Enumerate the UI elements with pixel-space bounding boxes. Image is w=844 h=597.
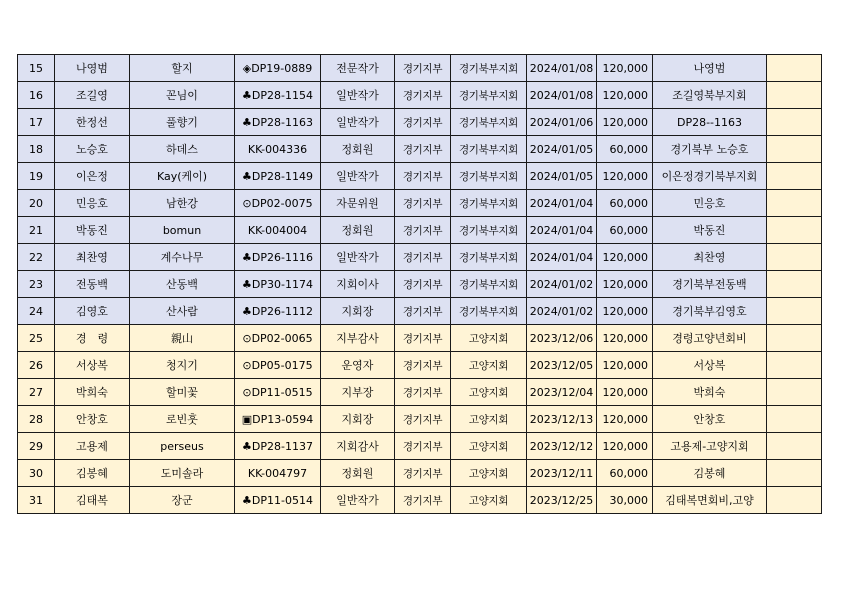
cell-nickname: 풀향기 [130, 109, 235, 136]
cell-amount: 30,000 [597, 487, 653, 514]
cell-role: 자문위원 [321, 190, 395, 217]
cell-nickname: 청지기 [130, 352, 235, 379]
cell-no: 29 [18, 433, 55, 460]
cell-branch: 경기지부 [395, 163, 451, 190]
cell-member-code: ◈DP19-0889 [235, 55, 321, 82]
cell-amount: 120,000 [597, 406, 653, 433]
cell-role: 일반작가 [321, 487, 395, 514]
cell-date: 2024/01/05 [527, 163, 597, 190]
cell-branch: 경기지부 [395, 298, 451, 325]
cell-branch: 경기지부 [395, 244, 451, 271]
cell-name: 박희숙 [55, 379, 130, 406]
cell-name: 김태복 [55, 487, 130, 514]
cell-name: 한정선 [55, 109, 130, 136]
cell-no: 28 [18, 406, 55, 433]
cell-nickname: 할지 [130, 55, 235, 82]
cell-nickname: Kay(케이) [130, 163, 235, 190]
cell-chapter: 경기북부지회 [451, 163, 527, 190]
cell-date: 2024/01/04 [527, 217, 597, 244]
cell-member-code: ♣DP11-0514 [235, 487, 321, 514]
cell-member-code: ♣DP28-1137 [235, 433, 321, 460]
cell-role: 정회원 [321, 460, 395, 487]
cell-date: 2024/01/06 [527, 109, 597, 136]
cell-depositor: 경기북부 노승호 [653, 136, 767, 163]
cell-no: 26 [18, 352, 55, 379]
cell-memo [767, 352, 822, 379]
cell-branch: 경기지부 [395, 433, 451, 460]
cell-date: 2023/12/11 [527, 460, 597, 487]
cell-no: 18 [18, 136, 55, 163]
cell-nickname: bomun [130, 217, 235, 244]
cell-name: 서상복 [55, 352, 130, 379]
table-row [18, 217, 822, 244]
cell-amount: 120,000 [597, 109, 653, 136]
cell-amount: 60,000 [597, 190, 653, 217]
cell-depositor: 경기북부김영호 [653, 298, 767, 325]
cell-no: 20 [18, 190, 55, 217]
table-row [18, 487, 822, 514]
cell-no: 31 [18, 487, 55, 514]
cell-date: 2024/01/04 [527, 244, 597, 271]
cell-branch: 경기지부 [395, 82, 451, 109]
cell-role: 일반작가 [321, 82, 395, 109]
cell-branch: 경기지부 [395, 352, 451, 379]
cell-depositor: 최찬영 [653, 244, 767, 271]
cell-chapter: 고양지회 [451, 433, 527, 460]
cell-name: 고용제 [55, 433, 130, 460]
cell-memo [767, 433, 822, 460]
cell-nickname: perseus [130, 433, 235, 460]
cell-chapter: 고양지회 [451, 487, 527, 514]
cell-nickname: 할미꽃 [130, 379, 235, 406]
cell-depositor: 김봉혜 [653, 460, 767, 487]
cell-name: 김봉혜 [55, 460, 130, 487]
cell-role: 정회원 [321, 136, 395, 163]
cell-amount: 120,000 [597, 271, 653, 298]
cell-role: 일반작가 [321, 109, 395, 136]
table-row [18, 190, 822, 217]
cell-chapter: 경기북부지회 [451, 271, 527, 298]
cell-date: 2023/12/25 [527, 487, 597, 514]
cell-chapter: 경기북부지회 [451, 217, 527, 244]
cell-member-code: ♣DP28-1149 [235, 163, 321, 190]
cell-chapter: 경기북부지회 [451, 82, 527, 109]
cell-member-code: KK-004336 [235, 136, 321, 163]
cell-chapter: 경기북부지회 [451, 55, 527, 82]
cell-no: 19 [18, 163, 55, 190]
table-row [18, 163, 822, 190]
cell-no: 16 [18, 82, 55, 109]
cell-nickname: 산동백 [130, 271, 235, 298]
cell-date: 2023/12/05 [527, 352, 597, 379]
cell-nickname: 하데스 [130, 136, 235, 163]
cell-memo [767, 271, 822, 298]
cell-depositor: 서상복 [653, 352, 767, 379]
cell-memo [767, 190, 822, 217]
table-row [18, 298, 822, 325]
cell-depositor: 민응호 [653, 190, 767, 217]
cell-memo [767, 163, 822, 190]
cell-amount: 120,000 [597, 325, 653, 352]
cell-name: 조길영 [55, 82, 130, 109]
cell-depositor: 안창호 [653, 406, 767, 433]
cell-nickname: 도미솔라 [130, 460, 235, 487]
cell-depositor: 박희숙 [653, 379, 767, 406]
cell-depositor: 고용제-고양지회 [653, 433, 767, 460]
cell-depositor: DP28--1163 [653, 109, 767, 136]
cell-depositor: 박동진 [653, 217, 767, 244]
table-row [18, 271, 822, 298]
cell-memo [767, 136, 822, 163]
cell-nickname: 로빈훗 [130, 406, 235, 433]
table-row [18, 460, 822, 487]
cell-no: 22 [18, 244, 55, 271]
cell-no: 17 [18, 109, 55, 136]
cell-member-code: ♣DP30-1174 [235, 271, 321, 298]
cell-memo [767, 460, 822, 487]
cell-amount: 60,000 [597, 136, 653, 163]
cell-nickname: 계수나무 [130, 244, 235, 271]
cell-no: 21 [18, 217, 55, 244]
cell-chapter: 경기북부지회 [451, 109, 527, 136]
cell-role: 지회장 [321, 298, 395, 325]
cell-chapter: 고양지회 [451, 325, 527, 352]
cell-no: 24 [18, 298, 55, 325]
cell-role: 지회이사 [321, 271, 395, 298]
cell-branch: 경기지부 [395, 190, 451, 217]
cell-memo [767, 298, 822, 325]
cell-branch: 경기지부 [395, 136, 451, 163]
table-row [18, 325, 822, 352]
cell-name: 안창호 [55, 406, 130, 433]
cell-role: 전문작가 [321, 55, 395, 82]
cell-memo [767, 325, 822, 352]
cell-branch: 경기지부 [395, 109, 451, 136]
cell-member-code: ⊙DP11-0515 [235, 379, 321, 406]
cell-member-code: ♣DP26-1116 [235, 244, 321, 271]
table-row [18, 55, 822, 82]
table-row [18, 433, 822, 460]
cell-date: 2024/01/04 [527, 190, 597, 217]
cell-role: 지부장 [321, 379, 395, 406]
cell-name: 김영호 [55, 298, 130, 325]
cell-date: 2024/01/02 [527, 298, 597, 325]
cell-amount: 60,000 [597, 217, 653, 244]
cell-branch: 경기지부 [395, 460, 451, 487]
cell-role: 지회감사 [321, 433, 395, 460]
cell-memo [767, 244, 822, 271]
cell-depositor: 경령고양년회비 [653, 325, 767, 352]
cell-amount: 120,000 [597, 298, 653, 325]
cell-memo [767, 379, 822, 406]
cell-member-code: ♣DP28-1163 [235, 109, 321, 136]
cell-name: 노승호 [55, 136, 130, 163]
cell-name: 나영범 [55, 55, 130, 82]
cell-role: 지회장 [321, 406, 395, 433]
cell-chapter: 경기북부지회 [451, 244, 527, 271]
cell-date: 2023/12/06 [527, 325, 597, 352]
cell-date: 2023/12/12 [527, 433, 597, 460]
cell-amount: 120,000 [597, 433, 653, 460]
cell-depositor: 김태복면회비,고양 [653, 487, 767, 514]
cell-branch: 경기지부 [395, 487, 451, 514]
table-row [18, 136, 822, 163]
cell-branch: 경기지부 [395, 325, 451, 352]
cell-depositor: 나영범 [653, 55, 767, 82]
cell-chapter: 고양지회 [451, 460, 527, 487]
cell-amount: 60,000 [597, 460, 653, 487]
cell-chapter: 경기북부지회 [451, 190, 527, 217]
cell-member-code: ♣DP28-1154 [235, 82, 321, 109]
cell-nickname: 남한강 [130, 190, 235, 217]
cell-name: 최찬영 [55, 244, 130, 271]
cell-date: 2024/01/08 [527, 82, 597, 109]
cell-memo [767, 217, 822, 244]
cell-amount: 120,000 [597, 55, 653, 82]
cell-branch: 경기지부 [395, 406, 451, 433]
cell-name: 박동진 [55, 217, 130, 244]
cell-role: 지부감사 [321, 325, 395, 352]
cell-chapter: 고양지회 [451, 406, 527, 433]
table-row [18, 82, 822, 109]
cell-branch: 경기지부 [395, 379, 451, 406]
cell-member-code: KK-004797 [235, 460, 321, 487]
table-row [18, 406, 822, 433]
cell-memo [767, 82, 822, 109]
table-row [18, 109, 822, 136]
cell-amount: 120,000 [597, 82, 653, 109]
cell-amount: 120,000 [597, 163, 653, 190]
cell-no: 30 [18, 460, 55, 487]
cell-no: 25 [18, 325, 55, 352]
cell-member-code: ⊙DP05-0175 [235, 352, 321, 379]
cell-no: 15 [18, 55, 55, 82]
cell-amount: 120,000 [597, 379, 653, 406]
cell-memo [767, 55, 822, 82]
table-row [18, 244, 822, 271]
cell-branch: 경기지부 [395, 55, 451, 82]
cell-depositor: 이은정경기북부지회 [653, 163, 767, 190]
cell-member-code: ▣DP13-0594 [235, 406, 321, 433]
cell-nickname: 산사람 [130, 298, 235, 325]
cell-amount: 120,000 [597, 352, 653, 379]
cell-no: 27 [18, 379, 55, 406]
cell-memo [767, 109, 822, 136]
cell-name: 전동백 [55, 271, 130, 298]
cell-branch: 경기지부 [395, 271, 451, 298]
cell-member-code: ♣DP26-1112 [235, 298, 321, 325]
cell-role: 운영자 [321, 352, 395, 379]
cell-no: 23 [18, 271, 55, 298]
cell-member-code: KK-004004 [235, 217, 321, 244]
cell-member-code: ⊙DP02-0075 [235, 190, 321, 217]
cell-member-code: ⊙DP02-0065 [235, 325, 321, 352]
cell-name: 민응호 [55, 190, 130, 217]
table-row [18, 379, 822, 406]
cell-chapter: 경기북부지회 [451, 298, 527, 325]
member-fee-table [17, 54, 822, 514]
cell-date: 2023/12/04 [527, 379, 597, 406]
cell-nickname: 親山 [130, 325, 235, 352]
cell-nickname: 장군 [130, 487, 235, 514]
cell-chapter: 고양지회 [451, 379, 527, 406]
cell-date: 2024/01/08 [527, 55, 597, 82]
cell-role: 일반작가 [321, 163, 395, 190]
cell-memo [767, 487, 822, 514]
cell-date: 2024/01/02 [527, 271, 597, 298]
cell-chapter: 경기북부지회 [451, 136, 527, 163]
cell-date: 2023/12/13 [527, 406, 597, 433]
table-row [18, 352, 822, 379]
cell-depositor: 조길영북부지회 [653, 82, 767, 109]
cell-branch: 경기지부 [395, 217, 451, 244]
cell-role: 일반작가 [321, 244, 395, 271]
cell-name: 경 령 [55, 325, 130, 352]
cell-depositor: 경기북부전동백 [653, 271, 767, 298]
cell-amount: 120,000 [597, 244, 653, 271]
cell-date: 2024/01/05 [527, 136, 597, 163]
cell-memo [767, 406, 822, 433]
cell-name: 이은정 [55, 163, 130, 190]
cell-role: 정회원 [321, 217, 395, 244]
cell-nickname: 꼰님이 [130, 82, 235, 109]
cell-chapter: 고양지회 [451, 352, 527, 379]
